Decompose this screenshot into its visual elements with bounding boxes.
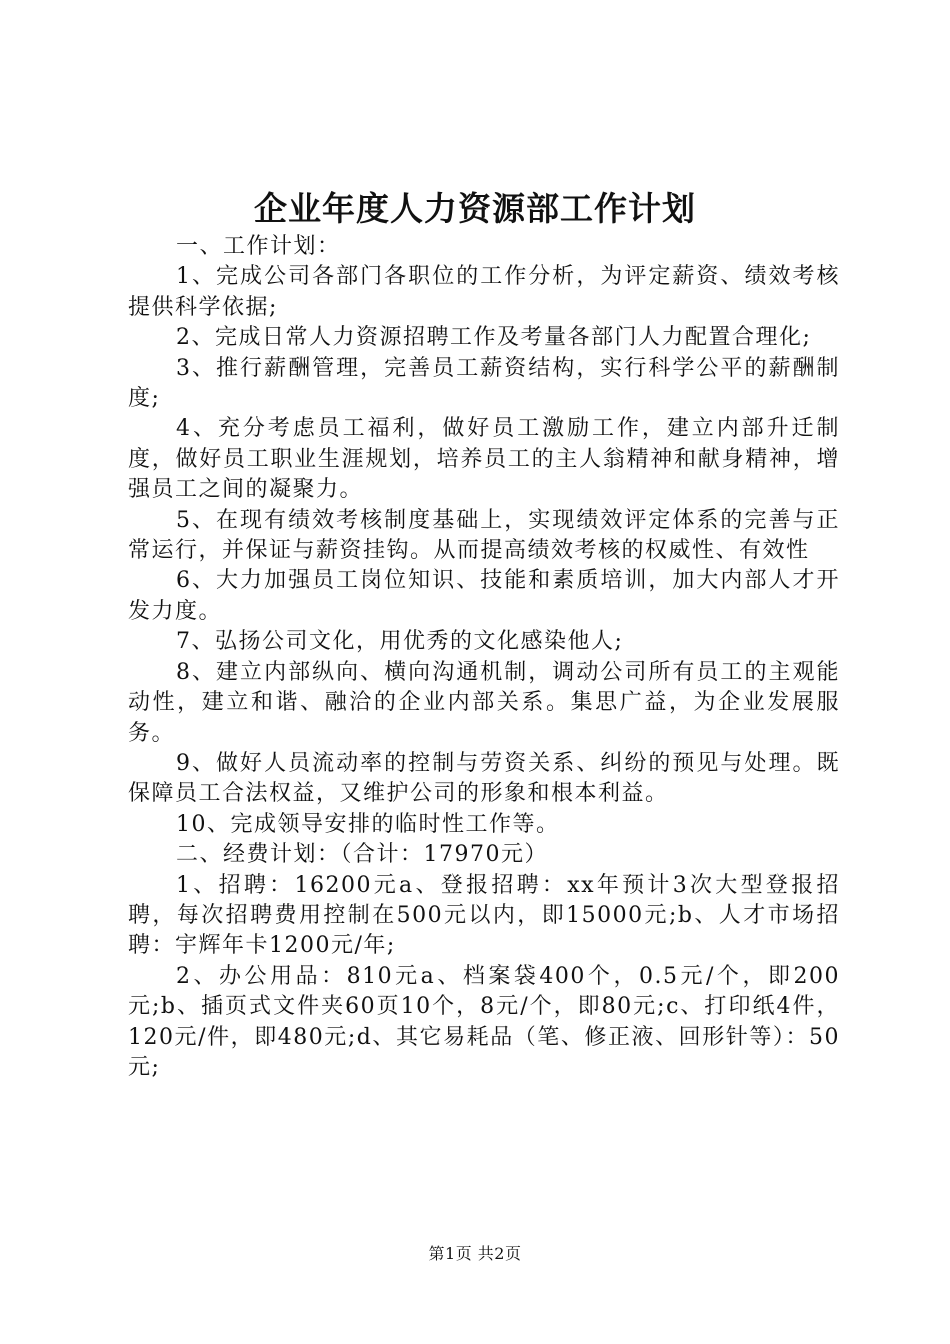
work-plan-item: 2、完成日常人力资源招聘工作及考量各部门人力配置合理化;: [176, 325, 812, 351]
budget-item: 1、招聘：16200元a、登报招聘：xx年预计3次大型登报招聘，每次招聘费用控制在500元以内，即15000元;b、人才市场招聘：宇辉年卡1200元/年;: [128, 872, 840, 959]
work-plan-item: 6、大力加强员工岗位知识、技能和素质培训，加大内部人才开发力度。: [128, 568, 840, 624]
work-plan-item: 4、充分考虑员工福利，做好员工激励工作，建立内部升迁制度，做好员工职业生涯规划，培养员工的主人翁精神和献身精神，增强员工之间的凝聚力。: [128, 416, 840, 503]
work-plan-item: 8、建立内部纵向、横向沟通机制，调动公司所有员工的主观能动性，建立和谐、融洽的企业内部关系。集思广益，为企业发展服务。: [128, 659, 840, 746]
work-plan-item: 1、完成公司各部门各职位的工作分析，为评定薪资、绩效考核提供科学依据;: [128, 264, 840, 320]
budget-item: 2、办公用品：810元a、档案袋400个，0.5元/个，即200元;b、插页式文件夹60页10个，8元/个，即80元;c、打印纸4件，120元/件，即480元;d、其它易耗品（笔、修正液、回形针等）：50元;: [128, 963, 840, 1080]
page-footer: 第1页 共2页: [428, 1244, 522, 1263]
work-plan-item: 7、弘扬公司文化，用优秀的文化感染他人;: [176, 629, 624, 655]
work-plan-item: 3、推行薪酬管理，完善员工薪资结构，实行科学公平的薪酬制度;: [128, 355, 840, 412]
document-title: 企业年度人力资源部工作计划: [254, 189, 696, 228]
work-plan-item: 9、做好人员流动率的控制与劳资关系、纠纷的预见与处理。既保障员工合法权益，又维护公司的形象和根本利益。: [128, 750, 840, 807]
section-heading-budget-plan: 二、经费计划：（合计：17970元）: [176, 842, 548, 868]
work-plan-item: 5、在现有绩效考核制度基础上，实现绩效评定体系的完善与正常运行，并保证与薪资挂钩。从而提高绩效考核的权威性、有效性: [128, 507, 840, 564]
section-heading-work-plan: 一、工作计划：: [176, 234, 341, 259]
work-plan-item: 10、完成领导安排的临时性工作等。: [176, 811, 560, 837]
document-body: [128, 232, 840, 1083]
